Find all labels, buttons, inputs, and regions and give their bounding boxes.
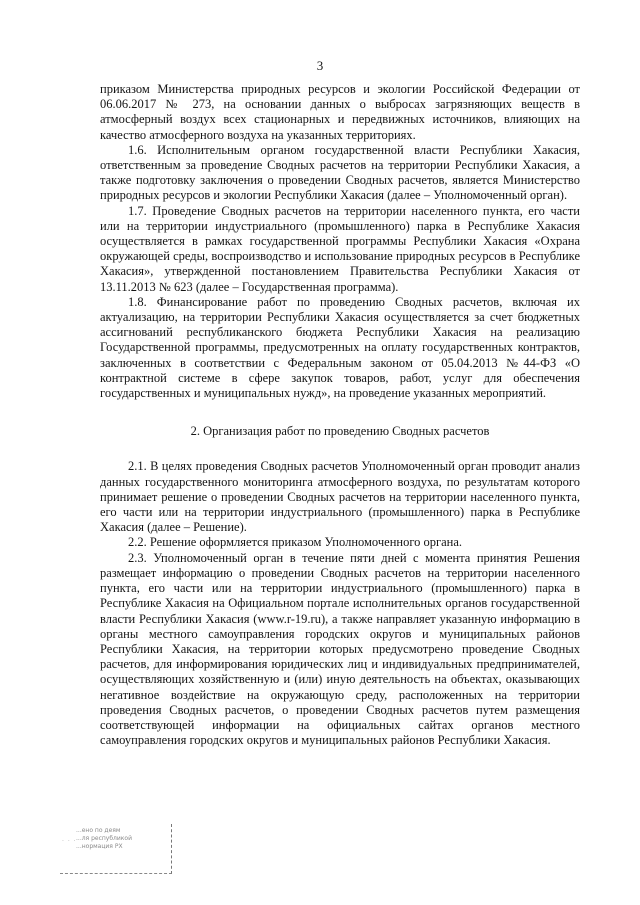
page-number: 3 xyxy=(316,58,324,73)
stamp-line: ...нормация РХ xyxy=(76,843,123,850)
paragraph-1-6: 1.6. Исполнительным органом государственной власти Республики Хакасия, ответственным за проведение Сводных расчетов на территории Республики Хакасия, а также подготовку заключения о проведении Сводных расчетов, является Министерство природных ресурсов и экологии Республики Хакасия (далее – Уполномоченный орган). xyxy=(100,142,580,203)
stamp-dots: · · · xyxy=(62,838,77,845)
paragraph-continuation: приказом Министерства природных ресурсов и экологии Российской Федерации от 06.06.2017 № 273, на основании данных о выбросах загрязняющих веществ в атмосферный воздух всех стационарных и передвижных источников, влияющих на качество атмосферного воздуха на указанных территориях. xyxy=(100,82,580,142)
paragraph-2-3: 2.3. Уполномоченный орган в течение пяти дней с момента принятия Решения размещает информацию о проведении Сводных расчетов на территории населенного пункта, его части или на территории индустриального (промышленного) парка в Республике Хакасия на Официальном портале исполнительных органов государственной власти Республики Хакасия (www.r-19.ru), а также направляет указанную информацию в органы местного самоуправления городских округов и муниципальных районов Республики Хакасия, на территории которых предусмотрено проведение Сводных расчетов, для информирования юридических лиц и индивидуальных предпринимателей, осуществляющих хозяйственную и (или) иную деятельность на объектах, оказывающих негативное воздействие на окружающую среду, расположенных на территории проведения Сводных расчетов, о проведении Сводных расчетов путем размещения соответствующей информации на официальных сайтах органов местного самоуправления городских округов и муниципальных районов Республики Хакасия. xyxy=(100,550,580,748)
paragraph-1-8: 1.8. Финансирование работ по проведению Сводных расчетов, включая их актуализацию, на территории Республики Хакасия осуществляется за счет бюджетных ассигнований республиканского бюджета Республики Хакасия на реализацию Государственной программы, предусмотренных на оплату государственных контрактов, заключенных в соответствии с Федеральным законом от 05.04.2013 №44-ФЗ «О контрактной системе в сфере закупок товаров, работ, услуг для обеспечения государственных и муниципальных нужд», на проведение указанных мероприятий. xyxy=(100,294,580,401)
paragraph-1-7: 1.7. Проведение Сводных расчетов на территории населенного пункта, его части или на территории индустриального (промышленного) парка в Республике Хакасия осуществляется в рамках государственной программы Республики Хакасия «Охрана окружающей среды, воспроизводство и использование природных ресурсов в Республике Хакасия», утвержденной постановлением Правительства Республики Хакасия от 13.11.2013 № 623 (далее – Государственная программа). xyxy=(100,203,580,294)
registration-stamp xyxy=(60,824,172,874)
paragraph-2-2: 2.2. Решение оформляется приказом Уполномоченного органа. xyxy=(128,535,463,550)
paragraph-2-1: 2.1. В целях проведения Сводных расчетов Уполномоченный орган проводит анализ данных государственного мониторинга атмосферного воздуха, по результатам которого принимает решение о проведении Сводных расчетов на территории населенного пункта, его части или на территории индустриального (промышленного) парка в Республике Хакасия (далее – Решение). xyxy=(100,459,580,535)
stamp-line: ...ено по деям xyxy=(76,827,121,834)
document-body xyxy=(100,82,580,748)
stamp-line: ...ля республикой xyxy=(76,835,132,842)
section-heading: 2. Организация работ по проведению Сводных расчетов xyxy=(190,424,490,439)
